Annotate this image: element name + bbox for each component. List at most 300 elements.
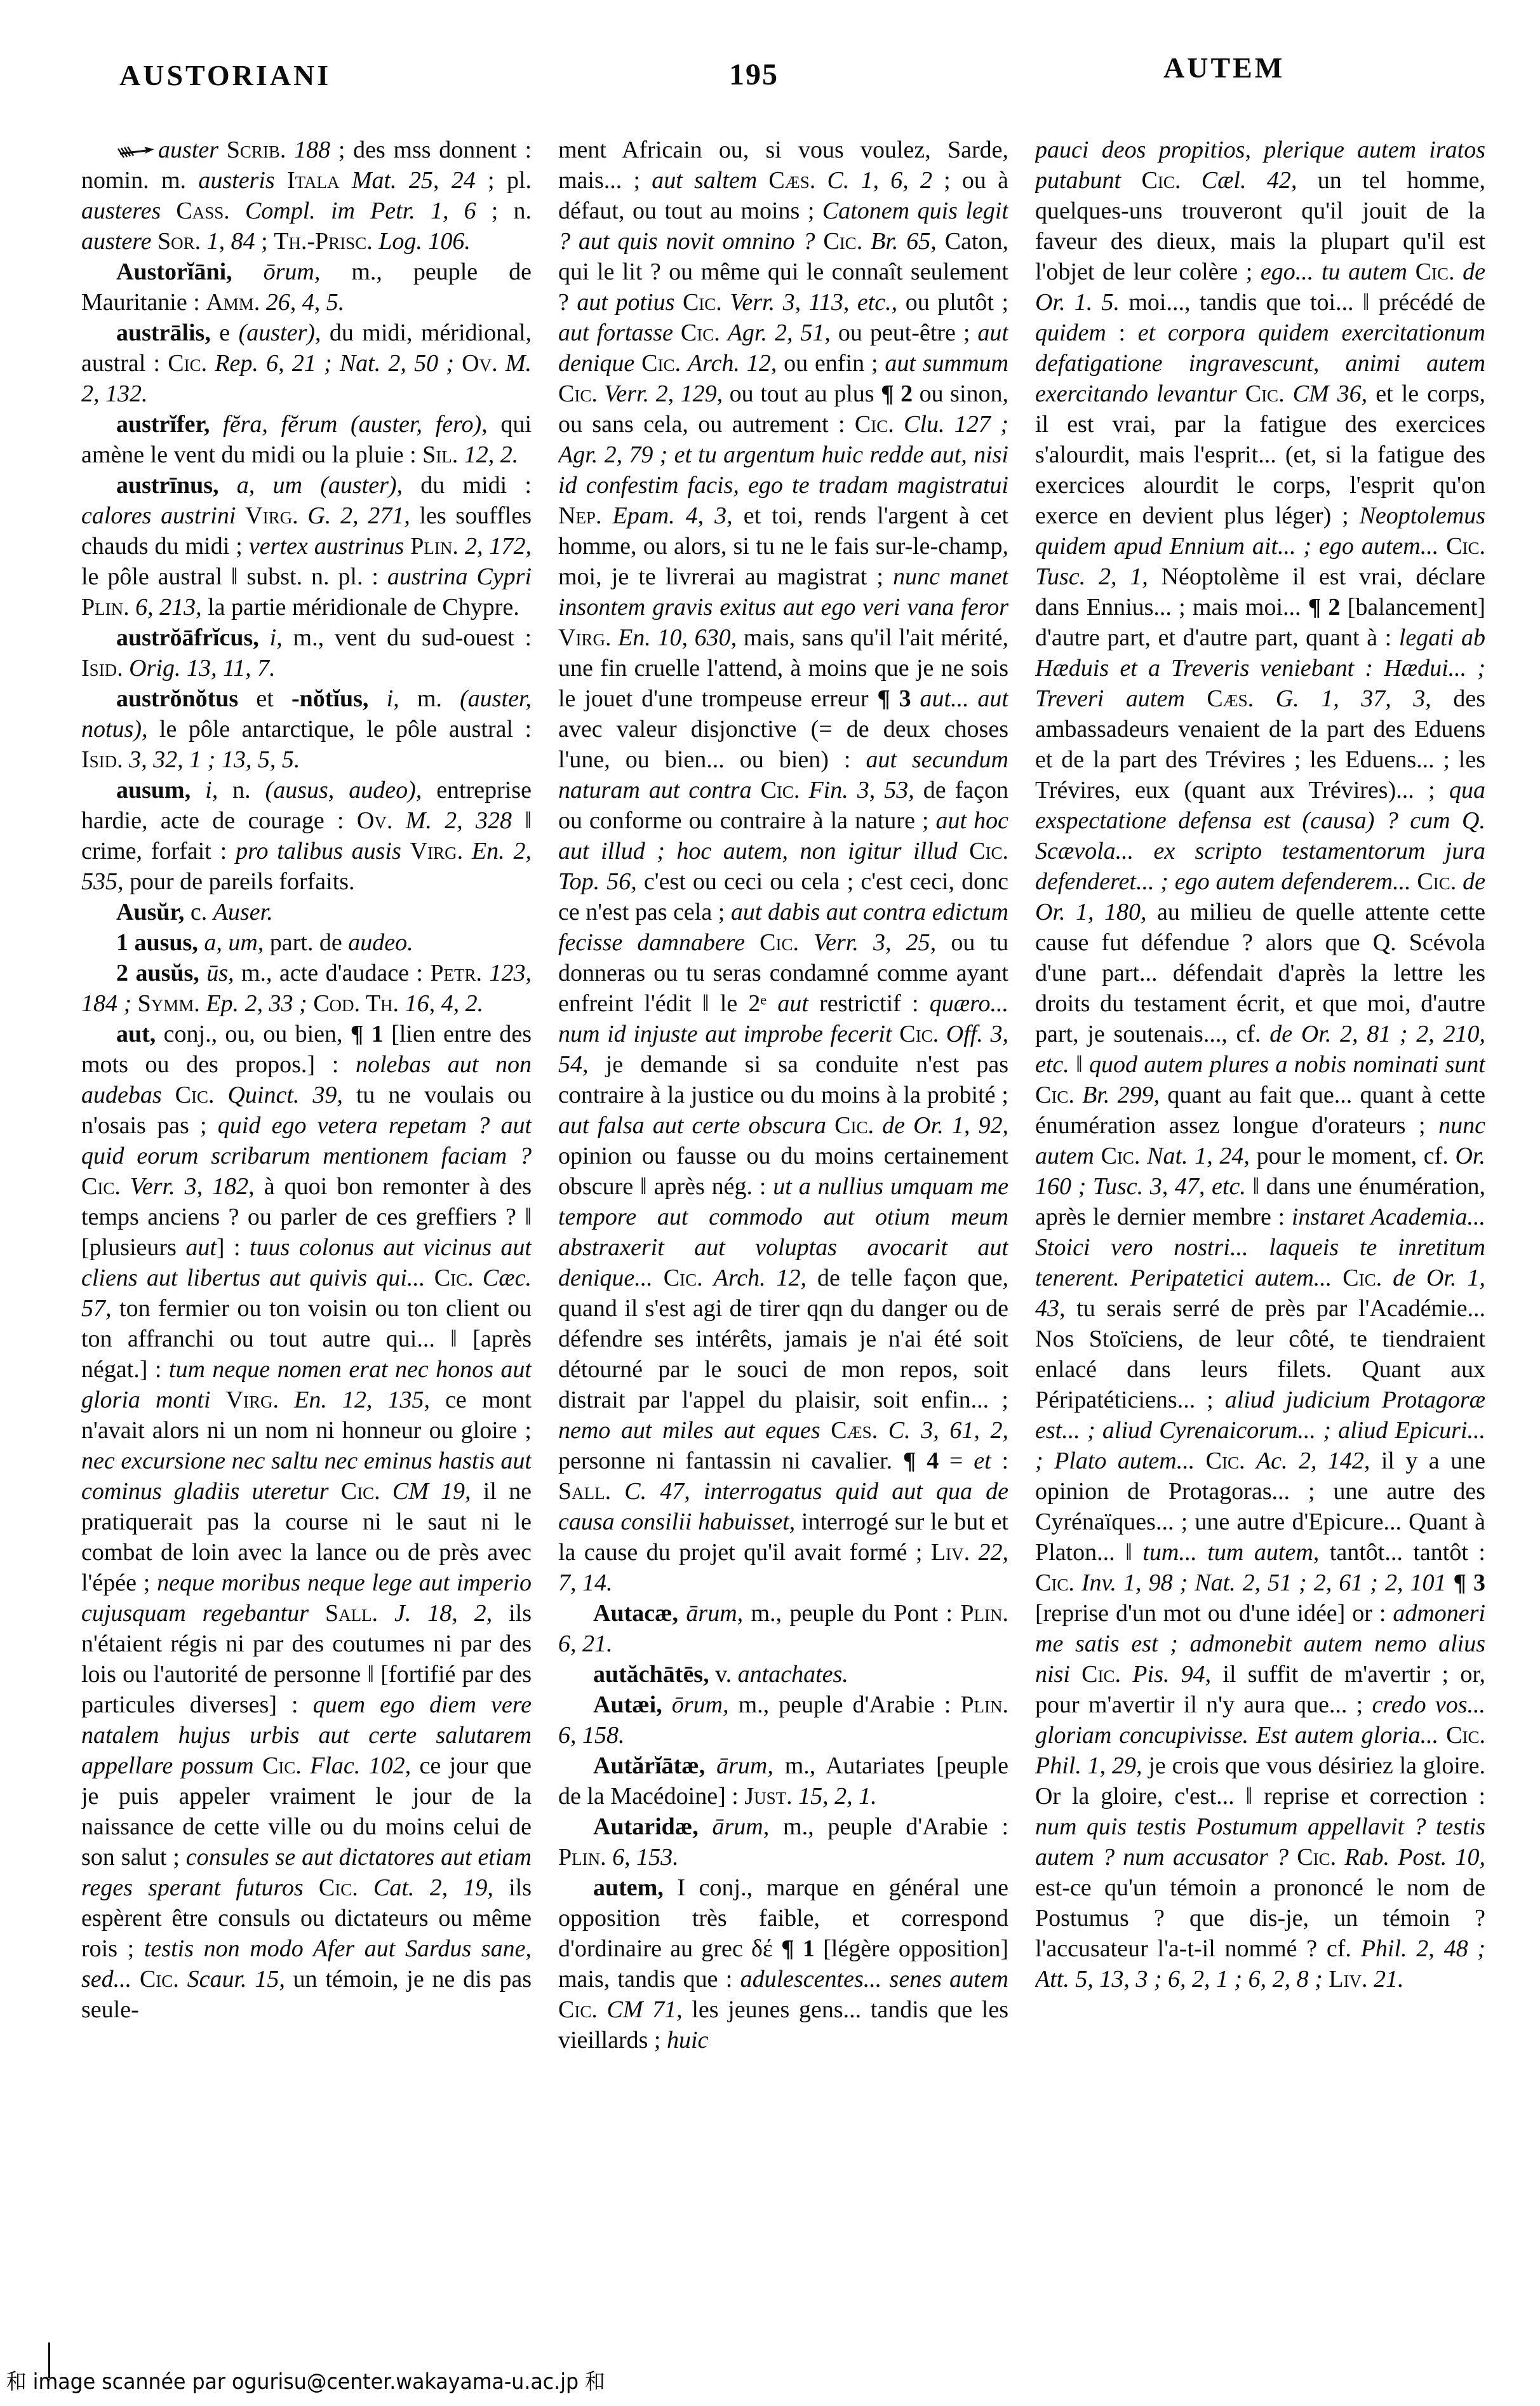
text-segment: et toi, rends l'argent à cet homme, ou alors, si tu ne le fais sur-le-champ, moi, je te livrerai au magistrat ; xyxy=(558,502,1008,590)
text-segment: austrina Cypri xyxy=(387,563,532,590)
text-segment: quidem xyxy=(1035,319,1119,346)
text-segment: Cic. xyxy=(1141,167,1202,194)
text-segment: fĕra, fĕrum (auster, fero), xyxy=(223,411,501,438)
text-segment: 2 ausŭs, xyxy=(116,960,207,986)
text-segment: calores austrini xyxy=(81,502,246,529)
text-segment: : xyxy=(1001,1448,1008,1474)
text-segment: avec valeur disjonctive (= de deux choses l'une, ou bien... ou bien) : xyxy=(558,716,1008,773)
text-segment: aut hoc aut illud ; hoc autem, non igitur illud xyxy=(558,807,1008,864)
text-segment: Scrib. xyxy=(226,137,295,163)
text-segment: quid ego vetera repetam ? aut quid eorum scribarum mentionem faciam ? xyxy=(81,1112,532,1169)
text-segment: tum neque nomen erat nec honos aut gloria monti xyxy=(81,1356,532,1413)
text-segment: Verr. 3, 113, etc., xyxy=(730,289,906,316)
text-segment: un tel homme, quelques-uns trouveront qu'il jouit de la faveur des dieux, mais la plupart qu'il est l'objet de leur colère ; xyxy=(1035,167,1485,285)
text-segment: Autaridæ, xyxy=(593,1813,713,1840)
text-segment: conj., ou, ou bien, xyxy=(163,1021,351,1047)
entry-Autaridae xyxy=(558,1811,1008,1872)
text-segment: a, um (auster), xyxy=(236,472,421,499)
text-segment: nunc autem xyxy=(1035,1112,1485,1169)
text-segment: ; des mss donnent : nomin. m. xyxy=(81,137,532,194)
text-segment: Just. xyxy=(744,1783,799,1810)
text-segment: un témoin, je ne dis pas seule- xyxy=(81,1966,532,2023)
text-segment: ōrum, xyxy=(263,259,352,285)
text-segment: C. 1, 6, 2 xyxy=(827,167,944,194)
text-segment: [légère opposition] mais, tandis que : xyxy=(558,1935,1008,1993)
text-segment: Br. 299, xyxy=(1082,1082,1168,1108)
text-segment: Inv. 1, 98 ; Nat. 2, 51 ; 2, 61 ; 2, 101 xyxy=(1081,1569,1454,1596)
text-segment: Cic. xyxy=(558,1996,607,2023)
text-segment: Cic. xyxy=(760,777,809,803)
text-segment: austrŏnŏtus xyxy=(116,685,257,712)
text-segment: Top. 56, xyxy=(558,868,644,895)
text-segment: Tusc. 2, 1, xyxy=(1035,563,1162,590)
text-segment: ou peut-être ; xyxy=(838,319,978,346)
text-segment: aut summum xyxy=(885,350,1008,377)
text-segment: Th.-Prisc. xyxy=(274,228,379,255)
text-segment: ment Africain ou, si vous voulez, Sarde, mais... ; xyxy=(558,137,1008,194)
text-segment: ce jour que je puis appeler vraiment le jour de la naissance de cette ville ou du moins celui de son salut ; xyxy=(81,1752,532,1871)
text-segment: autem, xyxy=(593,1874,678,1901)
text-segment: ‖ xyxy=(1076,1051,1090,1078)
text-segment: et xyxy=(256,685,291,712)
text-segment: pro talibus ausis xyxy=(236,838,410,864)
text-segment: i, xyxy=(205,777,233,803)
text-segment: Cic. xyxy=(262,1752,311,1779)
text-segment: ausum, xyxy=(116,777,206,803)
text-segment: qua exspectatione defensa est (causa) ? cum Q. Scævola... ex scripto testamentorum jura defenderet... ; ego autem defenderem... xyxy=(1035,777,1485,895)
entry-Autacae xyxy=(558,1598,1008,1659)
text-segment: de Or. 1. 5. xyxy=(1035,259,1485,316)
text-segment: tu ne voulais ou n'osais pas ; xyxy=(81,1082,532,1139)
text-segment: austrŏāfrĭcus, xyxy=(116,624,270,651)
text-segment: Cic. xyxy=(1101,1143,1148,1169)
text-segment: En. 12, 135, xyxy=(294,1387,446,1413)
text-segment: 1 ausus, xyxy=(116,929,204,956)
text-segment: ārum, xyxy=(712,1813,784,1840)
text-segment: 2, 172, xyxy=(464,533,532,560)
text-segment: i, xyxy=(386,685,417,712)
text-segment: i, xyxy=(269,624,293,651)
text-segment: pauci deos propitios, plerique autem iratos putabunt xyxy=(1035,137,1485,194)
text-segment: Cic. xyxy=(834,1112,883,1139)
text-segment: G. 2, 271, xyxy=(307,502,420,529)
text-segment: quod autem plures a nobis nominati sunt xyxy=(1089,1051,1485,1078)
entry-australis xyxy=(81,318,532,409)
text-segment: Petr. xyxy=(430,960,490,986)
text-segment: austeris xyxy=(198,167,288,194)
text-segment: Symm. xyxy=(137,990,206,1017)
text-segment: Verr. 3, 25, xyxy=(814,929,951,956)
text-segment: Isid. xyxy=(81,655,130,682)
text-segment: Cic. xyxy=(168,350,215,377)
text-segment: Sall. xyxy=(325,1600,394,1627)
text-segment: Caton, qui le lit ? ou même qui le connaît seulement ? xyxy=(558,228,1008,316)
text-segment: Plin. xyxy=(960,1691,1008,1718)
text-segment: Mat. 25, 24 xyxy=(351,167,488,194)
entry-ausum xyxy=(81,775,532,897)
text-segment: nolebas aut non audebas xyxy=(81,1051,532,1108)
text-segment: aut denique xyxy=(558,319,1008,377)
running-head-left: AUSTORIANI xyxy=(119,59,331,91)
text-segment: Cic. xyxy=(1446,533,1485,560)
text-segment: 1, 84 xyxy=(206,228,262,255)
text-segment: 15, 2, 1. xyxy=(798,1783,877,1810)
text-segment: Cass. xyxy=(176,198,245,224)
text-segment: Cic. xyxy=(823,228,871,255)
text-segment: ils espèrent être consuls ou dictateurs ou même rois ; xyxy=(81,1874,532,1962)
text-segment: de Or. 1, 43, xyxy=(1035,1265,1485,1322)
text-segment: aut xyxy=(185,1234,217,1261)
text-segment: consules se aut dictatores aut etiam reges sperant futuros xyxy=(81,1844,532,1901)
text-segment: (auster, notus), xyxy=(81,685,532,743)
text-segment: Auser. xyxy=(213,899,273,925)
text-segment: n. xyxy=(232,777,265,803)
text-segment: ego... tu autem xyxy=(1260,259,1416,285)
text-segment: Neoptolemus quidem apud Ennium ait... ; ego autem... xyxy=(1035,502,1485,560)
text-segment: aut saltem xyxy=(652,167,769,194)
text-segment: Cic. xyxy=(318,1874,373,1901)
text-segment: Catonem quis legit ? aut quis novit omnino ? xyxy=(558,198,1008,255)
text-segment: aut xyxy=(777,990,820,1017)
text-segment: C. 47, interrogatus quid aut qua de causa consilii habuisset, xyxy=(558,1478,1008,1535)
text-segment: 16, 4, 2. xyxy=(405,990,484,1017)
text-segment: Orig. 13, 11, 7. xyxy=(129,655,276,682)
text-segment: interrogé sur le but et la cause du projet qu'il avait formé ; xyxy=(558,1509,1008,1566)
text-segment: mais, sans qu'il l'ait mérité, une fin cruelle l'attend, à moins que je ne sois le jouet d'une trompeuse erreur xyxy=(558,624,1008,712)
entry-ausus-2 xyxy=(81,958,532,1019)
text-segment: Cic. xyxy=(854,411,904,438)
text-segment: ; ou à défaut, ou tout au moins ; xyxy=(558,167,1008,224)
text-segment: ¶ 4 xyxy=(902,1448,949,1474)
text-segment: Cic. xyxy=(434,1265,483,1291)
text-segment: du midi : xyxy=(420,472,532,499)
text-segment: Sor. xyxy=(157,228,207,255)
text-segment: (ausus, audeo), xyxy=(265,777,437,803)
text-segment: Plin. xyxy=(558,1844,613,1871)
text-segment: la partie méridionale de Chypre. xyxy=(208,594,519,621)
text-segment: Cic. xyxy=(1205,1448,1256,1474)
text-segment: ce mont n'avait alors ni un nom ni honneur ou gloire ; xyxy=(81,1387,532,1444)
text-segment: Phil. 1, 29, xyxy=(1035,1752,1149,1779)
text-segment: instaret Academia... Stoici vero nostri... laqueis te inretitum tenerent. Peripatetici autem... xyxy=(1035,1204,1485,1291)
text-segment: Cæs. xyxy=(831,1417,888,1444)
text-segment: quant au fait que... quant à cette énumération assez longue d'orateurs ; xyxy=(1035,1082,1485,1139)
text-segment: 3, 32, 1 ; 13, 5, 5. xyxy=(129,746,300,773)
text-segment: Log. 106. xyxy=(378,228,471,255)
text-segment: (auster), xyxy=(238,319,330,346)
text-segment: Epam. 4, 3, xyxy=(612,502,744,529)
text-segment: Ov. xyxy=(462,350,506,377)
entry-Austoriani xyxy=(81,257,532,318)
text-segment: Cic. xyxy=(81,1173,130,1200)
text-segment: il suffit de m'avertir ; or, pour m'avertir il n'y aura que... ; xyxy=(1035,1661,1485,1718)
text-segment: Cic. xyxy=(760,929,814,956)
text-segment: Cic. xyxy=(1245,380,1293,407)
text-segment: moi..., tandis que toi... ‖ précédé de xyxy=(1128,289,1485,316)
text-segment: il y a une opinion de Protagoras... ; une autre des Cyrénaïques... ; une autre d'Epicure... Quant à Platon... ‖ xyxy=(1035,1448,1485,1566)
text-segment: Cæs. xyxy=(768,167,827,194)
text-segment: et xyxy=(974,1448,1002,1474)
text-segment: 188 xyxy=(294,137,338,163)
text-segment: vertex austrinus xyxy=(248,533,411,560)
text-segment: 22, 7, 14. xyxy=(558,1539,1008,1596)
text-segment: En. 2, 535, xyxy=(81,838,532,895)
text-segment: ; n. xyxy=(491,198,532,224)
text-segment: tu serais serré de près par l'Académie... Nos Stoïciens, de leur côté, te tiendraient enlacé dans leurs filets. Quant aux Péripatéticiens... ; xyxy=(1035,1295,1485,1413)
text-segment: ¶ 1 xyxy=(781,1935,824,1962)
text-segment: ‖ crime, forfait : xyxy=(81,807,532,864)
text-segment: Virg. xyxy=(225,1387,295,1413)
text-segment: de façon ou conforme ou contraire à la nature ; xyxy=(558,777,1008,834)
text-segment: des ambassadeurs venaient de la part des Eduens et de la part des Trévires ; les Eduens... ; les Trévires, eux (quant aux Trévires)... ; xyxy=(1035,685,1485,803)
text-segment: tum... tum autem, xyxy=(1142,1539,1330,1566)
text-segment: Cic. xyxy=(1035,1082,1083,1108)
text-segment: huic xyxy=(666,2027,709,2053)
text-segment: Or. 160 ; Tusc. 3, 47, etc. xyxy=(1035,1143,1485,1200)
text-segment: legati ab Hæduis et a Treveris veniebant : Hædui... ; Treveri autem xyxy=(1035,624,1485,712)
text-segment: aut secundum naturam aut contra xyxy=(558,746,1008,803)
text-segment: Cæs. xyxy=(1207,685,1276,712)
text-segment: part. de xyxy=(269,929,349,956)
text-segment: Rep. 6, 21 ; Nat. 2, 50 ; xyxy=(215,350,462,377)
text-segment: m., vent du sud-ouest : xyxy=(293,624,532,651)
text-segment: je crois que vous désiriez la gloire. Or la gloire, c'est... ‖ reprise et correction : xyxy=(1035,1752,1485,1810)
text-segment: J. 18, 2, xyxy=(394,1600,509,1627)
text-segment: 6, 158. xyxy=(558,1722,625,1749)
text-segment: m., peuple d'Arabie : xyxy=(738,1691,961,1718)
text-segment: aut dabis aut contra edictum fecisse damnabere xyxy=(558,899,1008,956)
text-segment: Cic. xyxy=(558,380,605,407)
text-segment: entreprise hardie, acte de courage : xyxy=(81,777,532,834)
entry-austrinus xyxy=(81,470,532,622)
text-segment: ou plutôt ; xyxy=(905,289,1008,316)
text-segment: Flac. 102, xyxy=(310,1752,420,1779)
text-segment: Cic. xyxy=(682,289,730,316)
text-segment: [reprise d'un mot ou d'une idée] or : xyxy=(1035,1600,1393,1627)
text-segment: Arch. 12, xyxy=(687,350,784,377)
text-segment: au milieu de quelle attente cette cause fut défendue ? alors que Q. Scévola d'une part... défendait d'après la lettre les droits du testament écrit, et que moi, d'autre part, je soutenais..., cf. xyxy=(1035,899,1485,1047)
text-segment: austere xyxy=(81,228,157,255)
text-segment: aut, xyxy=(116,1021,164,1047)
text-segment: il ne pratiquerait pas la course ni le saut ni le combat de loin avec la lance ou de près avec l'épée ; xyxy=(81,1478,532,1596)
text-segment: G. 1, 37, 3, xyxy=(1275,685,1454,712)
text-segment: austrālis, xyxy=(116,319,220,346)
text-segment: Sil. xyxy=(422,441,464,468)
text-segment: les souffles chauds du midi ; xyxy=(81,502,532,560)
text-segment: aut potius xyxy=(577,289,683,316)
text-segment: à quoi bon remonter à des temps anciens ? ou parler de ces greffiers ? ‖ [plusieurs xyxy=(81,1173,532,1261)
text-segment: Itala xyxy=(287,167,352,194)
text-segment: Quinct. 39, xyxy=(227,1082,356,1108)
entry-austronotus xyxy=(81,683,532,775)
text-segment: e xyxy=(219,319,239,346)
text-segment: autăchātēs, xyxy=(593,1661,716,1688)
text-segment: En. 10, 630, xyxy=(618,624,744,651)
text-segment: Cic. xyxy=(1035,1569,1081,1596)
text-segment: opinion ou fausse ou du moins certainement obscure ‖ après nég. : xyxy=(558,1143,1008,1200)
text-segment: pour de pareils forfaits. xyxy=(130,868,355,895)
text-segment: 26, 4, 5. xyxy=(265,289,345,316)
text-segment: : xyxy=(1118,319,1138,346)
text-segment: de Or. 1, 180, xyxy=(1035,868,1485,925)
text-segment: a, um, xyxy=(204,929,270,956)
text-segment: est-ce qu'un témoin a prononcé le nom de Postumus ? que dis-je, un témoin ? l'accusateur l'a-t-il nommé ? cf. xyxy=(1035,1874,1485,1962)
text-segment: neque moribus neque lege aut imperio cujusquam regebantur xyxy=(81,1569,532,1627)
entry-ausus-1 xyxy=(81,927,532,958)
text-segment: CM 19, xyxy=(392,1478,483,1505)
text-segment: ōrum, xyxy=(671,1691,739,1718)
text-segment: Br. 65, xyxy=(871,228,945,255)
text-segment: Plin. xyxy=(410,533,465,560)
text-segment: m., peuple de Mauritanie : xyxy=(81,259,532,316)
text-segment: Agr. 2, 51, xyxy=(727,319,838,346)
text-segment: le pôle antarctique, le pôle austral : xyxy=(159,716,532,743)
text-segment: de Or. 1, 92, xyxy=(882,1112,1008,1139)
text-segment: Cat. 2, 19, xyxy=(373,1874,509,1901)
variant-arrow-icon xyxy=(116,144,158,160)
text-segment: Cic. xyxy=(1417,868,1463,895)
text-segment: nemo aut miles aut eques xyxy=(558,1417,831,1444)
text-segment: ‖ dans une énumération, après le dernier membre : xyxy=(1035,1173,1485,1230)
text-segment: Ov. xyxy=(356,807,406,834)
text-segment: 21. xyxy=(1374,1966,1404,1993)
text-segment: audeo. xyxy=(348,929,413,956)
text-segment: ārum, xyxy=(686,1600,751,1627)
text-segment: 6, 213, xyxy=(135,594,208,621)
text-segment: antachates. xyxy=(737,1661,848,1688)
text-segment: m., peuple du Pont : xyxy=(751,1600,961,1627)
text-segment: Cic. xyxy=(641,350,688,377)
text-segment: Cic. xyxy=(1342,1265,1393,1291)
text-segment: = xyxy=(949,1448,974,1474)
text-segment: Sall. xyxy=(558,1478,625,1505)
entry-austroafricus xyxy=(81,622,532,683)
text-segment: Cæl. 42, xyxy=(1201,167,1318,194)
text-segment: Ausŭr, xyxy=(116,899,191,925)
text-segment: Virg. xyxy=(410,838,472,864)
text-segment: Néoptolème il est vrai, déclare dans Ennius... ; mais moi... xyxy=(1035,563,1485,621)
text-segment: tantôt... tantôt : xyxy=(1329,1539,1485,1566)
text-segment: aliud judicium Protagoræ est... ; aliud Cyrenaicorum... ; aliud Epicuri... ; Plato autem... xyxy=(1035,1387,1485,1474)
text-segment: ; pl. xyxy=(488,167,532,194)
text-segment: credo vos... gloriam concupivisse. Est autem gloria... xyxy=(1035,1691,1485,1749)
scan-credit: 和 image scannée par ogurisu@center.wakayama-u.ac.jp 和 xyxy=(6,2369,605,2395)
text-column-2 xyxy=(558,135,1008,2288)
text-segment: de Or. 2, 81 ; 2, 210, etc. xyxy=(1035,1021,1485,1078)
text-segment: pour le moment, cf. xyxy=(1256,1143,1456,1169)
text-segment: v. xyxy=(715,1661,738,1688)
text-segment: Autărĭātæ, xyxy=(593,1752,717,1779)
text-segment: ut a nullius umquam me tempore aut commodo aut otium meum abstraxerit aut voluptas avocarit aut denique... xyxy=(558,1173,1008,1291)
text-segment: austrĭfer, xyxy=(116,411,224,438)
text-segment: Amm. xyxy=(206,289,266,316)
text-segment: ou tout au plus xyxy=(729,380,881,407)
text-segment: Cæc. 57, xyxy=(81,1265,532,1322)
text-segment: Cic. xyxy=(1297,1844,1345,1871)
text-segment: m., acte d'audace : xyxy=(241,960,431,986)
text-segment: aut falsa aut certe obscura xyxy=(558,1112,835,1139)
text-segment: nunc manet insontem gravis exitus aut ego veri vana feror xyxy=(558,563,1008,621)
text-segment: Scaur. 15, xyxy=(187,1966,293,1993)
text-segment: Plin. xyxy=(81,594,136,621)
text-segment: Nep. xyxy=(558,502,613,529)
text-segment: les jeunes gens... tandis que les vieillards ; xyxy=(558,1996,1008,2053)
text-segment: qui amène le vent du midi ou la pluie : xyxy=(81,411,532,468)
text-segment: le pôle austral ‖ subst. n. pl. : xyxy=(81,563,387,590)
text-segment: Ac. 2, 142, xyxy=(1255,1448,1381,1474)
entry-Autariatae xyxy=(558,1751,1008,1811)
text-segment: Virg. xyxy=(245,502,308,529)
text-segment: et le corps, il est vrai, par la fatigue des exercices s'alourdit, mais l'esprit... (et, si la fatigue des exercices alourdit le corps, l'esprit qu'on exerce en devient plus léger) ; xyxy=(1035,380,1485,529)
text-segment: Off. 3, 54, xyxy=(558,1021,1008,1078)
page-number: 195 xyxy=(729,58,779,91)
text-segment: ou enfin ; xyxy=(784,350,885,377)
text-segment: ou tu donneras ou tu seras condamné comme ayant enfreint l'édit ‖ le 2ᵉ xyxy=(558,929,1008,1017)
text-segment: austeres xyxy=(81,198,177,224)
text-segment: num quis testis Postumum appellavit ? testis autem ? num accusator ? xyxy=(1035,1813,1485,1871)
text-segment: Cic. xyxy=(969,838,1008,864)
text-segment: adulescentes... senes autem xyxy=(740,1966,1008,1993)
entry-autem-continued xyxy=(1035,135,1485,1994)
entry-aut xyxy=(81,1019,532,2025)
text-segment: ¶ 2 xyxy=(1308,594,1348,621)
entry-auster-variants xyxy=(81,135,532,257)
text-segment: Austorĭāni, xyxy=(116,259,264,285)
text-segment: testis non modo Afer aut Sardus sane, sed... xyxy=(81,1935,532,1993)
text-segment: Cic. xyxy=(340,1478,392,1505)
text-segment: nec excursione nec saltu nec eminus hastis aut cominus gladiis uteretur xyxy=(81,1448,532,1505)
text-segment: Cic. xyxy=(1446,1722,1485,1749)
text-segment: I conj., marque en général une opposition très faible, et correspond d'ordinaire au grec δέ xyxy=(558,1874,1008,1962)
text-segment: C. 3, 61, 2, xyxy=(888,1417,1008,1444)
text-segment: CM 36, xyxy=(1292,380,1376,407)
text-segment: quem ego diem vere natalem hujus urbis aut certe salutarem appellare possum xyxy=(81,1691,532,1779)
text-segment: [lien entre des mots ou des propos.] : xyxy=(81,1021,532,1078)
text-segment: m., peuple d'Arabie : xyxy=(783,1813,1008,1840)
running-head-right: AUTEM xyxy=(1163,51,1285,84)
text-segment: [balancement] d'autre part, et d'autre part, quant à : xyxy=(1035,594,1485,651)
text-segment: ils n'étaient régis ni par des coutumes ni par des lois ou l'autorité de personne ‖ [fortifié par des particules diverses] : xyxy=(81,1600,532,1718)
text-segment: m. xyxy=(417,685,460,712)
text-segment: ārum, xyxy=(716,1752,785,1779)
text-segment: de telle façon que, quand il s'est agi de tirer qqn du danger ou de défendre ses intérêts, jamais je n'ai été soit détourné par le souci de mon repos, soit distrait par l'appel du plaisir, soit enfin... ; xyxy=(558,1265,1008,1413)
text-segment: aut... aut xyxy=(920,685,1008,712)
text-segment: personne ni fantassin ni cavalier. xyxy=(558,1448,903,1474)
text-segment: Autacæ, xyxy=(593,1600,686,1627)
text-segment: ] : xyxy=(216,1234,250,1261)
text-segment: Fin. 3, 53, xyxy=(808,777,923,803)
text-segment: ; xyxy=(261,228,274,255)
text-segment: Cic. xyxy=(680,319,728,346)
text-segment: Cic. xyxy=(175,1082,228,1108)
text-segment: quæro... num id injuste aut improbe fecerit xyxy=(558,990,1008,1047)
text-segment: austrīnus, xyxy=(116,472,237,499)
text-segment: M. 2, 132. xyxy=(81,350,532,407)
text-segment: c. xyxy=(190,899,213,925)
entry-autachates xyxy=(558,1659,1008,1690)
text-segment: CM 71, xyxy=(606,1996,692,2023)
text-segment: restrictif : xyxy=(819,990,930,1017)
text-segment: Cic. xyxy=(1081,1661,1133,1688)
entry-Ausur xyxy=(81,897,532,927)
text-segment: aut fortasse xyxy=(558,319,681,346)
text-segment: Arch. 12, xyxy=(713,1265,818,1291)
text-segment: Cic. xyxy=(1415,259,1463,285)
entry-aut-continued xyxy=(558,135,1008,1598)
text-segment: Cic. xyxy=(899,1021,946,1047)
text-segment: Verr. 3, 182, xyxy=(130,1173,264,1200)
text-segment: Virg. xyxy=(558,624,619,651)
